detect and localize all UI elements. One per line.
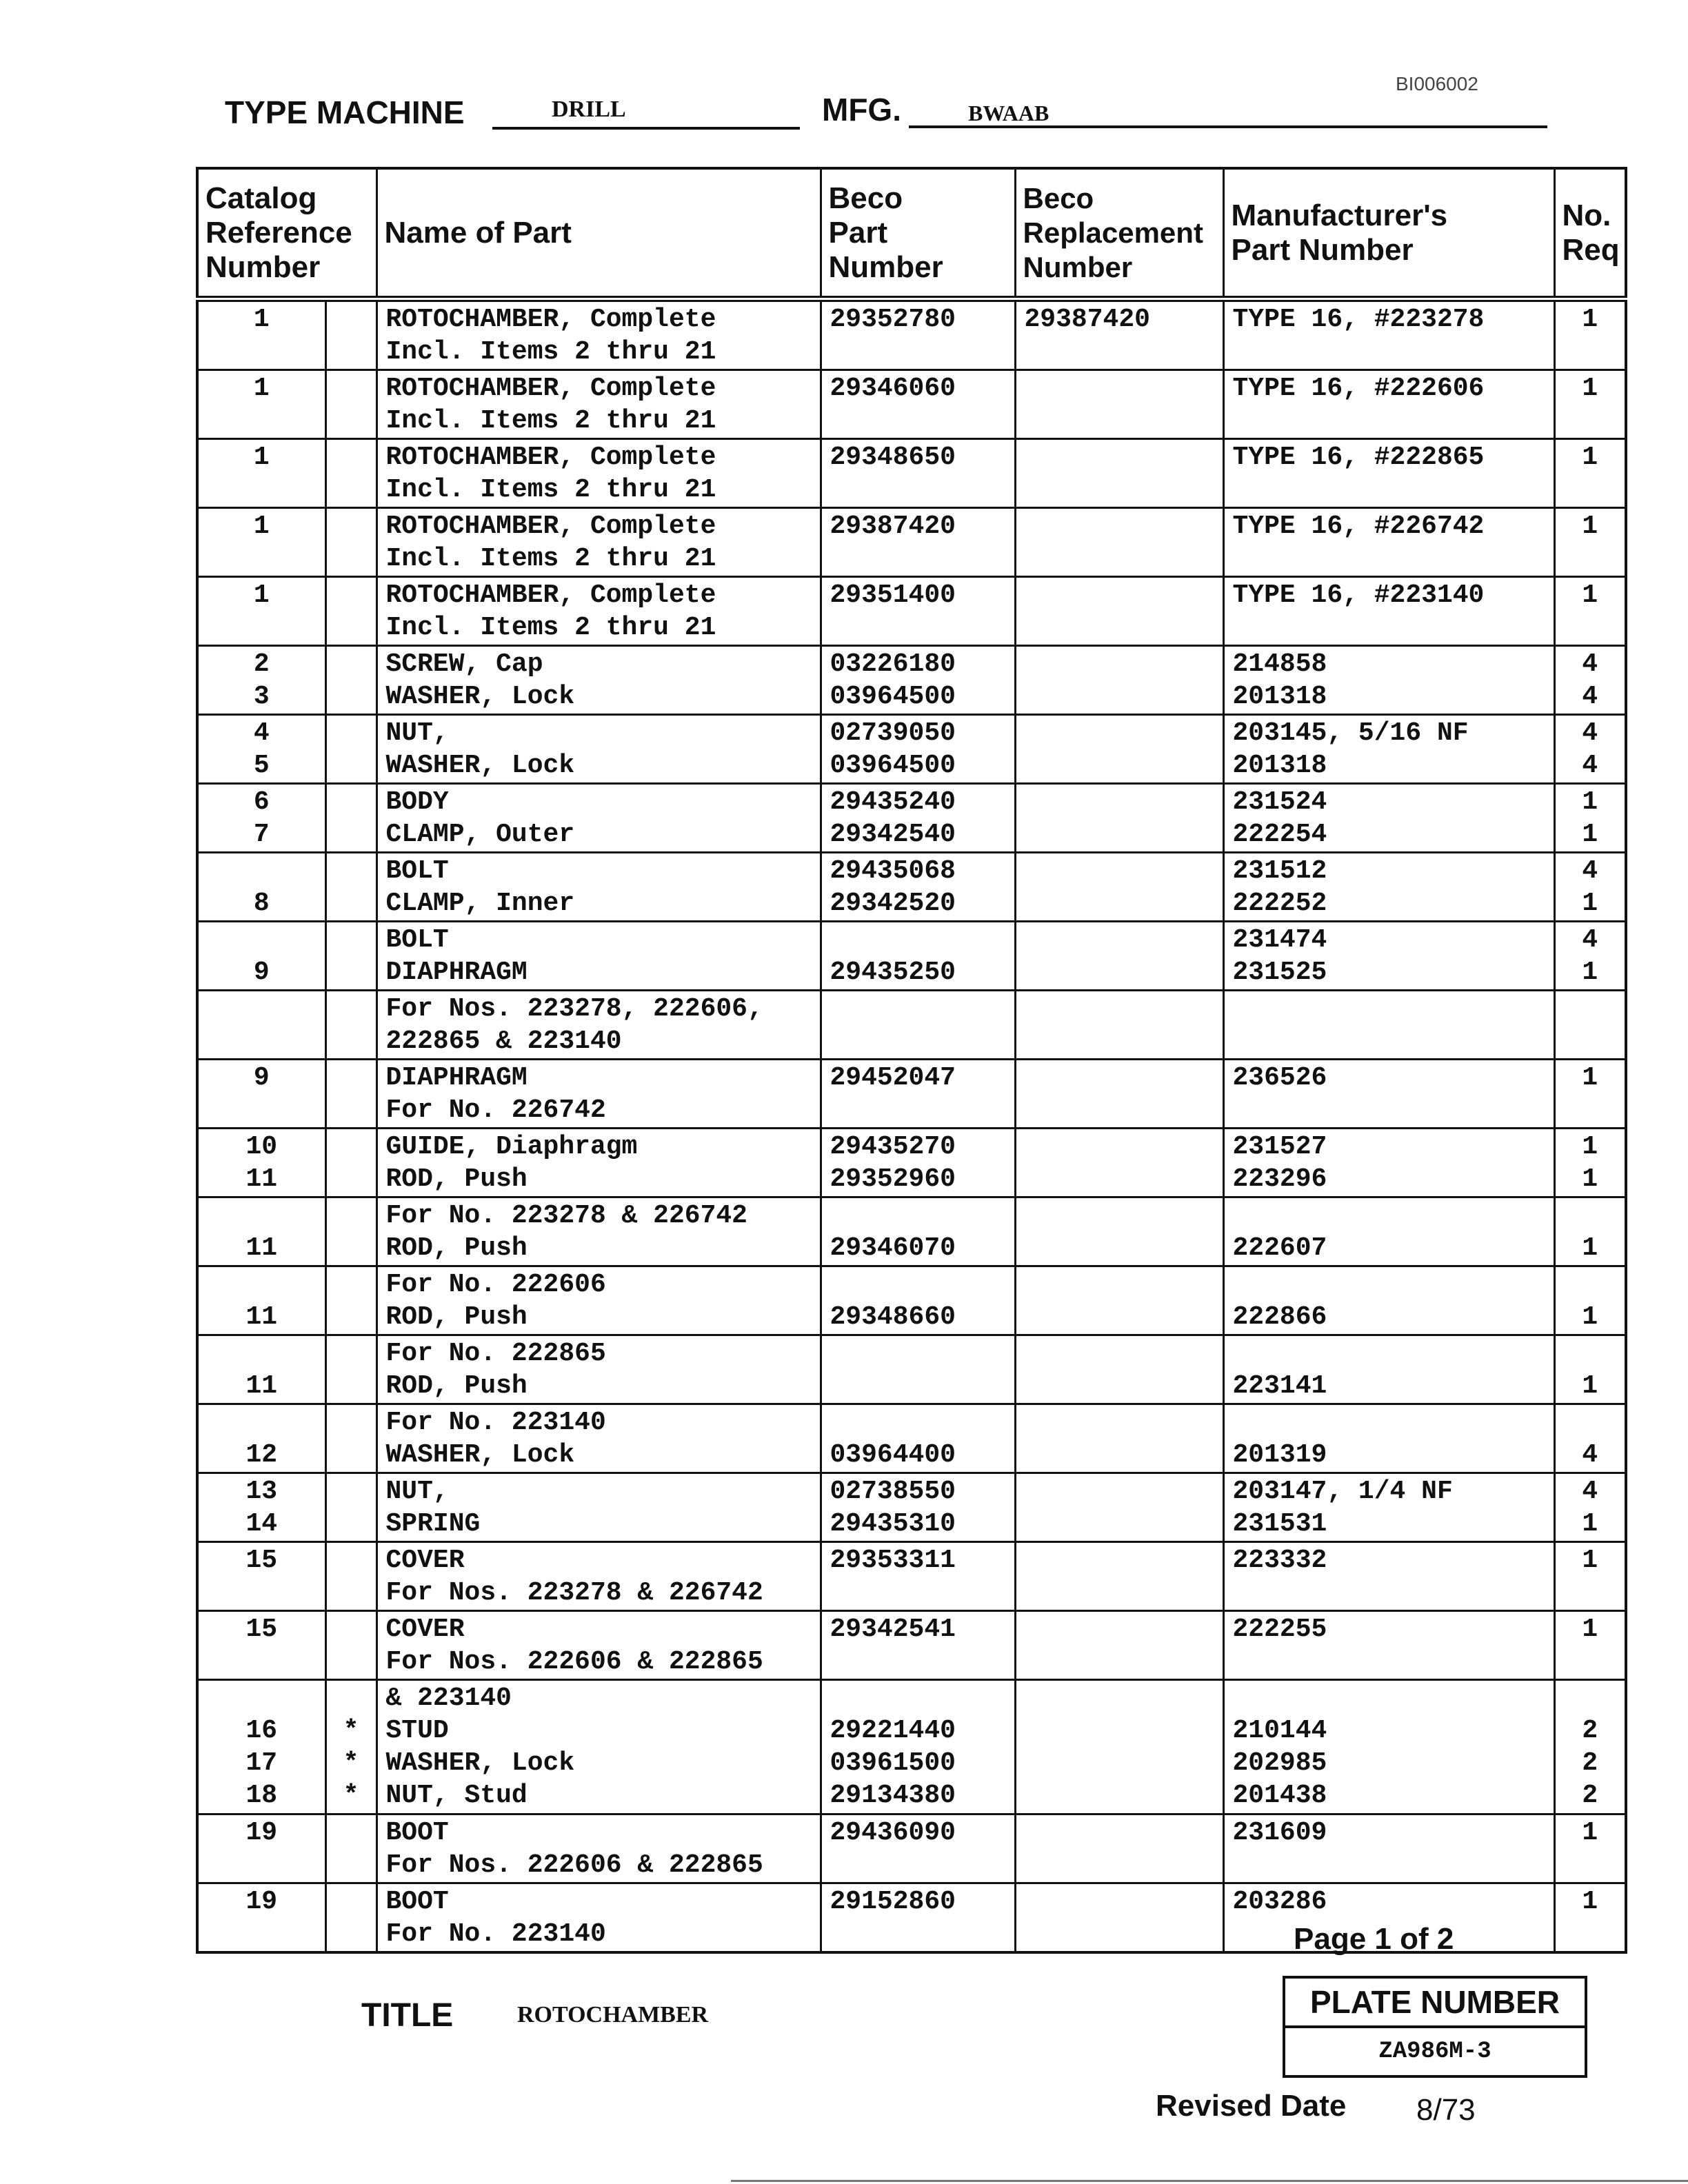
catalog-ref-cell: 16 17 18 [197,1680,325,1814]
mark-cell [325,1060,376,1129]
beco-replacement-cell [1015,1542,1223,1611]
part-name-cell: BOOT For Nos. 222606 & 222865 [376,1814,821,1883]
catalog-ref-cell: 11 [197,1335,325,1404]
catalog-ref-cell: 1 [197,299,325,370]
beco-part-cell: 29342541 [821,1611,1015,1680]
type-machine-value: DRILL [552,97,626,122]
beco-replacement-cell [1015,1129,1223,1197]
title-label: TITLE [361,1997,454,2034]
part-name-cell: COVER For Nos. 222606 & 222865 [376,1611,821,1680]
table-row [197,1060,1626,1129]
mfr-part-cell: TYPE 16, #222606 [1223,370,1554,439]
beco-part-cell: 29346060 [821,370,1015,439]
part-name-cell: BODY CLAMP, Outer [376,784,821,853]
beco-part-cell: 29436090 [821,1814,1015,1883]
no-req-cell: 4 1 [1554,922,1626,991]
catalog-ref-cell: 1 [197,508,325,577]
mfr-part-cell: 231512 222252 [1223,853,1554,922]
table-row [197,1473,1626,1542]
beco-replacement-cell [1015,715,1223,784]
beco-replacement-cell [1015,991,1223,1060]
mark-cell [325,1814,376,1883]
catalog-ref-cell: 10 11 [197,1129,325,1197]
plate-number-box [1283,1976,1587,2078]
part-name-cell: SCREW, Cap WASHER, Lock [376,646,821,715]
mfg-label: MFG. [822,92,901,128]
no-req-cell: 4 [1554,1404,1626,1473]
mfr-part-cell: 222255 [1223,1611,1554,1680]
mark-cell [325,508,376,577]
part-name-cell: ROTOCHAMBER, Complete Incl. Items 2 thru 21 [376,439,821,508]
mfr-part-cell: 231609 [1223,1814,1554,1883]
part-name-cell: NUT, SPRING [376,1473,821,1542]
catalog-ref-cell: 13 14 [197,1473,325,1542]
part-name-cell: NUT, WASHER, Lock [376,715,821,784]
table-row [197,715,1626,784]
catalog-ref-cell: 1 [197,577,325,646]
beco-part-cell: 29348660 [821,1266,1015,1335]
parts-table [196,167,1627,1954]
catalog-ref-cell: 4 5 [197,715,325,784]
beco-replacement-cell [1015,1335,1223,1404]
table-row [197,577,1626,646]
mfr-part-cell [1223,991,1554,1060]
parts-table-body [197,299,1626,1953]
no-req-cell: 1 [1554,299,1626,370]
type-machine-underline [492,127,800,130]
no-req-cell: 1 [1554,1611,1626,1680]
table-header-row [197,168,1626,299]
beco-part-cell [821,991,1015,1060]
beco-replacement-cell [1015,1060,1223,1129]
table-row [197,1542,1626,1611]
mark-cell [325,577,376,646]
mark-cell [325,1611,376,1680]
beco-part-cell: 03964400 [821,1404,1015,1473]
beco-part-cell: 29435240 29342540 [821,784,1015,853]
part-name-cell: GUIDE, Diaphragm ROD, Push [376,1129,821,1197]
mark-cell [325,1197,376,1266]
part-name-cell: ROTOCHAMBER, Complete Incl. Items 2 thru 21 [376,370,821,439]
mark-cell [325,1883,376,1953]
mark-cell [325,299,376,370]
page-indicator: Page 1 of 2 [1294,1922,1454,1956]
no-req-cell: 4 1 [1554,853,1626,922]
beco-part-cell: 29352780 [821,299,1015,370]
beco-replacement-cell [1015,922,1223,991]
mfr-part-cell: 223332 [1223,1542,1554,1611]
beco-replacement-cell [1015,1883,1223,1953]
header-part-name: Name of Part [376,168,821,299]
part-name-cell: For No. 222606 ROD, Push [376,1266,821,1335]
mark-cell [325,922,376,991]
no-req-cell: 1 [1554,1266,1626,1335]
table-row [197,991,1626,1060]
mfr-part-cell: 222866 [1223,1266,1554,1335]
part-name-cell: BOLT CLAMP, Inner [376,853,821,922]
mark-cell [325,370,376,439]
no-req-cell: 1 [1554,1197,1626,1266]
no-req-cell: 1 [1554,1060,1626,1129]
plate-number-label: PLATE NUMBER [1285,1979,1585,2028]
beco-replacement-cell: 29387420 [1015,299,1223,370]
no-req-cell: 4 1 [1554,1473,1626,1542]
table-row [197,1611,1626,1680]
mark-cell [325,1266,376,1335]
beco-part-cell: 29353311 [821,1542,1015,1611]
table-row [197,853,1626,922]
no-req-cell: 4 4 [1554,715,1626,784]
beco-replacement-cell [1015,1197,1223,1266]
catalog-ref-cell: 8 [197,853,325,922]
type-machine-label: TYPE MACHINE [225,94,465,130]
part-name-cell: ROTOCHAMBER, Complete Incl. Items 2 thru 21 [376,577,821,646]
mark-cell [325,715,376,784]
no-req-cell: 2 2 2 [1554,1680,1626,1814]
mark-cell [325,439,376,508]
mark-cell [325,1473,376,1542]
mfr-part-cell: 236526 [1223,1060,1554,1129]
mark-cell [325,991,376,1060]
beco-replacement-cell [1015,853,1223,922]
header-beco-part: Beco Part Number [821,168,1015,299]
mfr-part-cell: 203147, 1/4 NF 231531 [1223,1473,1554,1542]
no-req-cell: 1 [1554,1814,1626,1883]
beco-replacement-cell [1015,370,1223,439]
table-row [197,439,1626,508]
header-no-req: No. Req [1554,168,1626,299]
beco-replacement-cell [1015,1266,1223,1335]
table-row [197,922,1626,991]
mark-cell [325,784,376,853]
mfr-part-cell: 214858 201318 [1223,646,1554,715]
beco-replacement-cell [1015,646,1223,715]
mark-cell: * * * [325,1680,376,1814]
catalog-ref-cell: 11 [197,1197,325,1266]
bottom-rule [731,2180,1688,2182]
no-req-cell: 1 [1554,1335,1626,1404]
part-name-cell: COVER For Nos. 223278 & 226742 [376,1542,821,1611]
table-row [197,1814,1626,1883]
mfr-part-cell: 231524 222254 [1223,784,1554,853]
catalog-ref-cell: 2 3 [197,646,325,715]
revised-date-label: Revised Date [1156,2089,1347,2123]
catalog-ref-cell: 19 [197,1883,325,1953]
beco-part-cell: 29387420 [821,508,1015,577]
mark-cell [325,1542,376,1611]
beco-part-cell: 29351400 [821,577,1015,646]
part-name-cell: ROTOCHAMBER, Complete Incl. Items 2 thru 21 [376,299,821,370]
beco-replacement-cell [1015,577,1223,646]
beco-replacement-cell [1015,1611,1223,1680]
part-name-cell: & 223140 STUD WASHER, Lock NUT, Stud [376,1680,821,1814]
no-req-cell: 1 1 [1554,1129,1626,1197]
beco-part-cell: 02738550 29435310 [821,1473,1015,1542]
beco-part-cell: 29435250 [821,922,1015,991]
catalog-ref-cell: 12 [197,1404,325,1473]
title-value: ROTOCHAMBER [517,2002,709,2028]
mfg-value: BWAAB [968,101,1049,125]
table-row [197,1197,1626,1266]
beco-replacement-cell [1015,1814,1223,1883]
beco-part-cell: 29346070 [821,1197,1015,1266]
mark-cell [325,646,376,715]
beco-replacement-cell [1015,784,1223,853]
mark-cell [325,853,376,922]
catalog-ref-cell: 11 [197,1266,325,1335]
catalog-ref-cell: 1 [197,439,325,508]
catalog-ref-cell: 15 [197,1542,325,1611]
table-row [197,784,1626,853]
no-req-cell: 1 [1554,439,1626,508]
no-req-cell: 1 1 [1554,784,1626,853]
no-req-cell: 1 [1554,370,1626,439]
table-row [197,1129,1626,1197]
beco-part-cell: 03226180 03964500 [821,646,1015,715]
mfr-part-cell: 231474 231525 [1223,922,1554,991]
table-row [197,1680,1626,1814]
part-name-cell: ROTOCHAMBER, Complete Incl. Items 2 thru 21 [376,508,821,577]
plate-number-value: ZA986M-3 [1378,2039,1491,2065]
catalog-ref-cell: 9 [197,1060,325,1129]
part-name-cell: BOOT For No. 223140 [376,1883,821,1953]
catalog-ref-cell: 19 [197,1814,325,1883]
catalog-ref-cell: 6 7 [197,784,325,853]
beco-replacement-cell [1015,1680,1223,1814]
mfr-part-cell: 201319 [1223,1404,1554,1473]
beco-replacement-cell [1015,1404,1223,1473]
mfr-part-cell: TYPE 16, #223278 [1223,299,1554,370]
mfr-part-cell: 231527 223296 [1223,1129,1554,1197]
beco-replacement-cell [1015,508,1223,577]
mfr-part-cell: TYPE 16, #223140 [1223,577,1554,646]
beco-part-cell: 29435068 29342520 [821,853,1015,922]
mfr-part-cell: TYPE 16, #222865 [1223,439,1554,508]
mark-cell [325,1404,376,1473]
part-name-cell: BOLT DIAPHRAGM [376,922,821,991]
header-beco-replacement: Beco Replacement Number [1015,168,1223,299]
beco-part-cell: 29452047 [821,1060,1015,1129]
table-row [197,299,1626,370]
part-name-cell: For No. 222865 ROD, Push [376,1335,821,1404]
beco-part-cell: 29152860 [821,1883,1015,1953]
revised-date-value: 8/73 [1416,2093,1476,2127]
header-mfr-part: Manufacturer's Part Number [1223,168,1554,299]
catalog-ref-cell: 1 [197,370,325,439]
no-req-cell: 1 [1554,577,1626,646]
mfr-part-cell: TYPE 16, #226742 [1223,508,1554,577]
table-row [197,646,1626,715]
mfr-part-cell: 223141 [1223,1335,1554,1404]
beco-part-cell: 29221440 03961500 29134380 [821,1680,1015,1814]
mark-cell [325,1129,376,1197]
table-row [197,1335,1626,1404]
beco-part-cell: 29435270 29352960 [821,1129,1015,1197]
no-req-cell [1554,991,1626,1060]
mark-cell [325,1335,376,1404]
beco-part-cell: 02739050 03964500 [821,715,1015,784]
table-row [197,508,1626,577]
beco-part-cell: 29348650 [821,439,1015,508]
catalog-ref-cell: 15 [197,1611,325,1680]
mfr-part-cell: 222607 [1223,1197,1554,1266]
mfr-part-cell: 210144 202985 201438 [1223,1680,1554,1814]
no-req-cell: 4 4 [1554,646,1626,715]
no-req-cell: 1 [1554,508,1626,577]
table-row [197,1404,1626,1473]
mfr-part-cell: 203286 [1223,1883,1554,1953]
part-name-cell: For Nos. 223278, 222606, 222865 & 223140 [376,991,821,1060]
catalog-ref-cell: 9 [197,922,325,991]
part-name-cell: For No. 223140 WASHER, Lock [376,1404,821,1473]
table-row [197,370,1626,439]
part-name-cell: DIAPHRAGM For No. 226742 [376,1060,821,1129]
header-catalog-ref: Catalog Reference Number [197,168,376,299]
beco-part-cell [821,1335,1015,1404]
table-row [197,1266,1626,1335]
beco-replacement-cell [1015,439,1223,508]
no-req-cell: 1 [1554,1542,1626,1611]
part-name-cell: For No. 223278 & 226742 ROD, Push [376,1197,821,1266]
no-req-cell: 1 [1554,1883,1626,1953]
document-id: BI006002 [1396,73,1478,94]
catalog-ref-cell [197,991,325,1060]
beco-replacement-cell [1015,1473,1223,1542]
mfr-part-cell: 203145, 5/16 NF 201318 [1223,715,1554,784]
